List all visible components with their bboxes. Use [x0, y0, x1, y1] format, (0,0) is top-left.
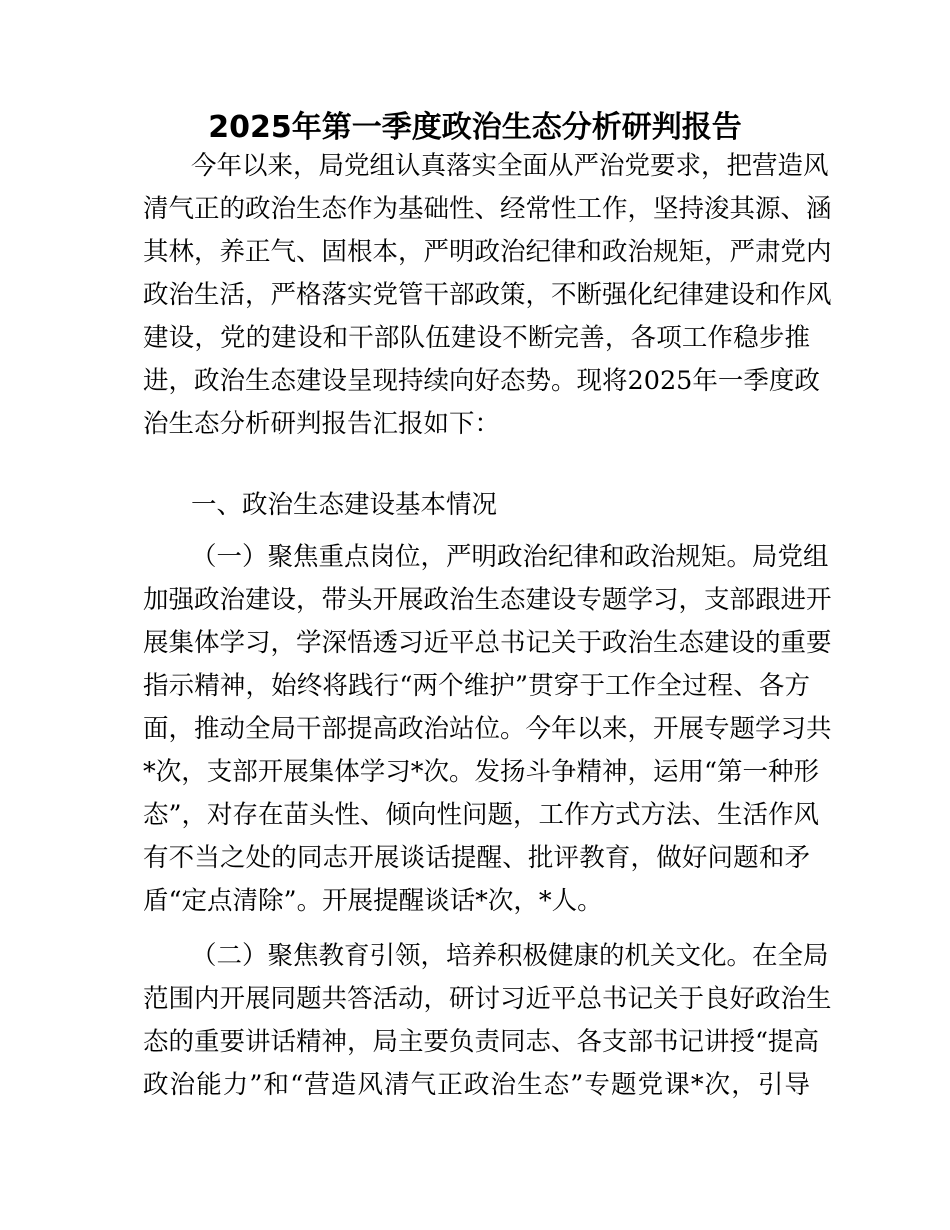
text-line: （二）聚焦教育引领，培养积极健康的机关文化。在全局 — [191, 941, 829, 971]
text-line: 态”，对存在苗头性、倾向性问题，工作方式方法、生活作风 — [143, 800, 820, 830]
text-line: 其林，养正气、固根本，严明政治纪律和政治规矩，严肃党内 — [143, 237, 832, 267]
text-line: 有不当之处的同志开展谈话提醒、批评教育，做好问题和矛 — [143, 843, 810, 873]
text-line: 治生态分析研判报告汇报如下： — [143, 409, 501, 439]
text-line: （一）聚焦重点岗位，严明政治纪律和政治规矩。局党组 — [191, 542, 829, 572]
text-line: 态的重要讲话精神，局主要负责同志、各支部书记讲授“提高 — [143, 1027, 820, 1057]
text-line: 盾“定点清除”。开展提醒谈话*次，*人。 — [143, 886, 603, 916]
text-line: 一、政治生态建设基本情况 — [191, 490, 498, 520]
text-line: 清气正的政治生态作为基础性、经常性工作，坚持浚其源、涵 — [143, 194, 832, 224]
text-line: 指示精神，始终将践行“两个维护”贯穿于工作全过程、各方 — [143, 671, 810, 701]
text-line: 政治生活，严格落实党管干部政策，不断强化纪律建设和作风 — [143, 280, 832, 310]
text-line: *次，支部开展集体学习*次。发扬斗争精神，运用“第一种形 — [143, 757, 820, 787]
text-line: 范围内开展同题共答活动，研讨习近平总书记关于良好政治生 — [143, 984, 832, 1014]
text-line: 今年以来，局党组认真落实全面从严治党要求，把营造风 — [191, 151, 829, 181]
text-line: 加强政治建设，带头开展政治生态建设专题学习，支部跟进开 — [143, 585, 832, 615]
text-line: 进，政治生态建设呈现持续向好态势。现将2025年一季度政 — [143, 366, 820, 396]
text-line: 建设，党的建设和干部队伍建设不断完善，各项工作稳步推 — [143, 323, 810, 353]
text-line: 展集体学习，学深悟透习近平总书记关于政治生态建设的重要 — [143, 628, 832, 658]
text-line: 面，推动全局干部提高政治站位。今年以来，开展专题学习共 — [143, 714, 832, 744]
text-line: 政治能力”和“营造风清气正政治生态”专题党课*次，引导 — [143, 1070, 810, 1100]
document-title: 2025年第一季度政治生态分析研判报告 — [208, 110, 742, 145]
